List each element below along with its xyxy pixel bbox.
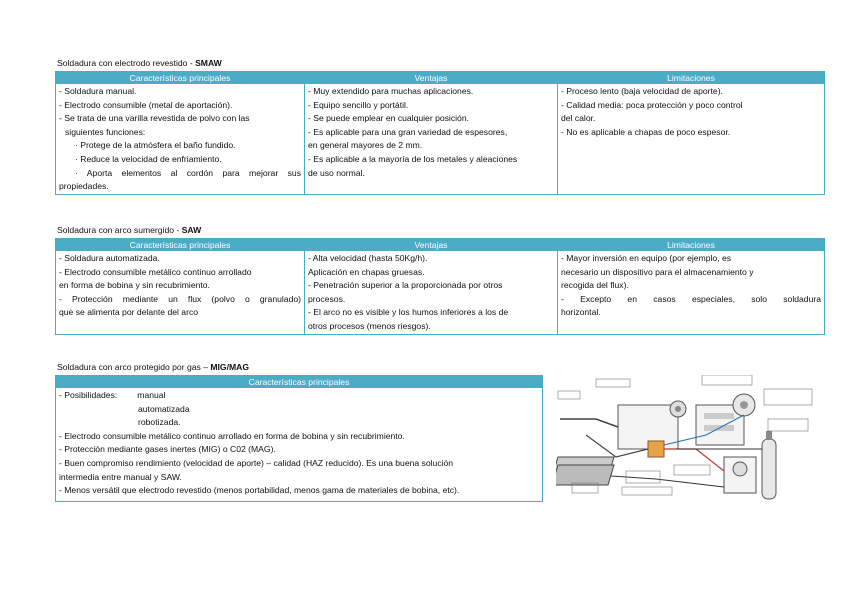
mig-line: - Electrodo consumible metálico continuo arrollado en forma de bobina y sin recubrimiento. <box>59 430 405 441</box>
mig-posibilidad-robotizada: robotizada. <box>138 417 181 428</box>
mig-posibilidad-manual: manual <box>137 390 166 400</box>
saw-caract-line: - Protección mediante un flux (polvo o granulado) <box>59 293 301 304</box>
smaw-table <box>55 71 825 195</box>
mig-welding-equipment-diagram-icon <box>556 375 824 505</box>
smaw-ventaja-line: - Muy extendido para muchas aplicaciones. <box>308 86 474 96</box>
saw-caracteristicas-cell <box>56 251 305 335</box>
saw-ventaja-line: Aplicación en chapas gruesas. <box>308 266 425 277</box>
saw-ventaja-line: - El arco no es visible y los humos inferiores a los de <box>308 307 509 318</box>
smaw-ventaja-line: - Se puede emplear en cualquier posición. <box>308 113 469 124</box>
smaw-ventaja-line: - Es aplicable para una gran variedad de espesores, <box>308 126 508 137</box>
mig-caracteristicas-cell <box>56 388 543 502</box>
mig-line <box>59 389 539 403</box>
smaw-limitacion-line: del calor. <box>561 113 596 124</box>
smaw-limitacion-line: - Calidad media: poca protección y poco control <box>561 99 743 110</box>
smaw-caracteristicas-cell <box>56 84 305 195</box>
saw-limitaciones-cell <box>558 251 825 335</box>
smaw-caract-line: - Electrodo consumible (metal de aportación). <box>59 99 233 110</box>
mig-posibilidad-automatizada: automatizada <box>138 403 190 414</box>
smaw-title: Soldadura con electrodo revestido - SMAW <box>57 58 222 68</box>
mig-line: - Protección mediante gases inertes (MIG) o C02 (MAG). <box>59 444 276 455</box>
mig-header-caracteristicas: Características principales <box>56 376 543 388</box>
smaw-limitacion-line: - Proceso lento (baja velocidad de aporte). <box>561 86 723 96</box>
smaw-ventaja-line: en general mayores de 2 mm. <box>308 140 423 151</box>
mig-line: - Buen compromiso rendimiento (velocidad de aporte) – calidad (HAZ reducido). Es una buena solución <box>59 457 454 468</box>
saw-ventaja-line: otros procesos (menos riesgos). <box>308 320 431 331</box>
saw-ventaja-line: - Alta velocidad (hasta 50Kg/h). <box>308 253 428 263</box>
saw-title: Soldadura con arco sumergido - SAW <box>57 225 202 235</box>
smaw-limitaciones-cell <box>558 84 825 195</box>
saw-ventaja-line: - Penetración superior a la proporcionada por otros <box>308 280 503 291</box>
saw-caract-line: - Soldadura automatizada. <box>59 253 160 263</box>
saw-limitacion-line: necesario un dispositivo para el almacenamiento y <box>561 266 754 277</box>
smaw-header-ventajas: Ventajas <box>305 72 558 84</box>
smaw-ventaja-line: - Es aplicable a la mayoría de los metales y aleaciones <box>308 153 518 164</box>
saw-header-limitaciones: Limitaciones <box>558 239 825 251</box>
saw-header-caracteristicas: Características principales <box>56 239 305 251</box>
saw-ventajas-cell <box>305 251 558 335</box>
smaw-header-limitaciones: Limitaciones <box>558 72 825 84</box>
smaw-limitacion-line: - No es aplicable a chapas de poco espesor. <box>561 126 731 137</box>
saw-caract-line: en forma de bobina y sin recubrimiento. <box>59 280 210 291</box>
smaw-ventaja-line: - Equipo sencillo y portátil. <box>308 99 409 110</box>
mig-table <box>55 375 543 502</box>
saw-limitacion-line: recogida del flux). <box>561 280 629 291</box>
smaw-caract-line: - Soldadura manual. <box>59 86 137 96</box>
smaw-ventaja-line: de uso normal. <box>308 167 365 178</box>
smaw-header-caracteristicas: Características principales <box>56 72 305 84</box>
saw-limitacion-line: - Mayor inversión en equipo (por ejemplo, es <box>561 253 732 263</box>
smaw-caract-line: · Reduce la velocidad de enfriamiento. <box>75 153 222 164</box>
smaw-caract-line: propiedades. <box>59 181 109 192</box>
smaw-caract-line: · Protege de la atmósfera el baño fundido. <box>75 140 236 151</box>
saw-caract-line: que se alimenta por delante del arco <box>59 307 199 318</box>
mig-line: intermedia entre manual y SAW. <box>59 471 182 482</box>
smaw-caract-line: siguientes funciones: <box>65 126 146 137</box>
saw-header-ventajas: Ventajas <box>305 239 558 251</box>
saw-limitacion-line: horizontal. <box>561 307 601 318</box>
saw-ventaja-line: procesos. <box>308 293 346 304</box>
saw-table <box>55 238 825 335</box>
smaw-caract-line: · Aporta elementos al cordón para mejorar sus <box>75 167 301 178</box>
saw-limitacion-line: - Excepto en casos especiales, solo soldadura <box>561 293 821 304</box>
mig-title: Soldadura con arco protegido por gas – MIG/MAG <box>57 362 250 372</box>
smaw-caract-line: - Se trata de una varilla revestida de polvo con las <box>59 113 250 124</box>
smaw-ventajas-cell <box>305 84 558 195</box>
saw-caract-line: - Electrodo consumible metálico continuo arrollado <box>59 266 252 277</box>
mig-posibilidades-label: - Posibilidades: <box>59 390 118 400</box>
mig-line: - Menos versátil que electrodo revestido (menos portabilidad, menos gama de materiales de bobina, etc). <box>59 485 460 496</box>
